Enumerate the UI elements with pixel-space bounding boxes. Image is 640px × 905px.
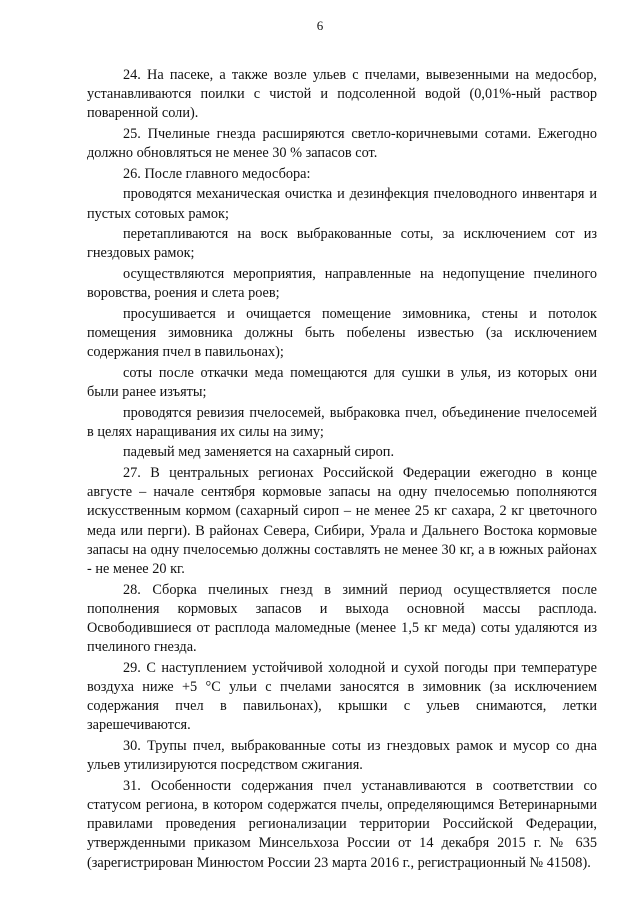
document-body [87,66,597,874]
paragraph: падевый мед заменяется на сахарный сироп. [123,444,395,461]
paragraph: 25. Пчелиные гнезда расширяются светло-коричневыми сотами. Ежегодно должно обновляться не менее 30 % запасов сот. [87,126,597,162]
paragraph: просушивается и очищается помещение зимовника, стены и потолок помещения зимовника должны быть побелены известью (за исключением содержания пчел в павильонах); [87,305,597,361]
paragraph: 28. Сборка пчелиных гнезд в зимний период осуществляется после пополнения кормовых запасов и выхода основной массы расплода. Освободившиеся от расплода маломедные (менее 1,5 кг меда) соты удаляются из пчелиного гнезда. [87,581,597,656]
paragraph: перетапливаются на воск выбракованные соты, за исключением сот из гнездовых рамок; [87,226,597,262]
paragraph: 24. На пасеке, а также возле ульев с пчелами, вывезенными на медосбор, устанавливаются поилки с чистой и подсоленной водой (0,01%-ный раствор поваренной соли). [87,67,597,122]
paragraph: 27. В центральных регионах Российской Федерации ежегодно в конце августе – начале сентября кормовые запасы на одну пчелосемью пополняются искусственным кормом (сахарный сироп – не менее 25 кг сахара, 2 кг цветочного меда или перги). В районах Севера, Сибири, Урала и Дальнего Востока кормовые запасы на одну пчелосемью должны составлять не менее 30 кг, а в южных районах - не менее 20 кг. [87,464,597,577]
paragraph: 29. С наступлением устойчивой холодной и сухой погоды при температуре воздуха ниже +5 °С ульи с пчелами заносятся в зимовник (за исключением содержания пчел в павильонах), крышки с ульев снимаются, летки зарешечиваются. [87,659,597,734]
paragraph: проводятся механическая очистка и дезинфекция пчеловодного инвентаря и пустых сотовых рамок; [87,186,597,222]
paragraph: проводятся ревизия пчелосемей, выбраковка пчел, объединение пчелосемей в целях наращивания их силы на зиму; [87,404,597,440]
paragraph: соты после откачки меда помещаются для сушки в улья, из которых они были ранее изъяты; [87,364,597,400]
paragraph: 26. После главного медосбора: [123,165,311,182]
paragraph: 31. Особенности содержания пчел устанавливаются в соответствии со статусом региона, в котором содержатся пчелы, определяющимся Ветеринарными правилами проведения регионализации территории Российской Федерации, утвержденными приказом Минсельхоза России от 14 декабря 2015 г. № 635 (зарегистрирован Минюстом России 23 марта 2016 г., регистрационный № 41508). [87,777,597,871]
paragraph: 30. Трупы пчел, выбракованные соты из гнездовых рамок и мусор со дна ульев утилизируются посредством сжигания. [87,737,597,774]
page-number: 6 [316,18,324,33]
paragraph: осуществляются мероприятия, направленные на недопущение пчелиного воровства, роения и слета роев; [87,265,597,302]
